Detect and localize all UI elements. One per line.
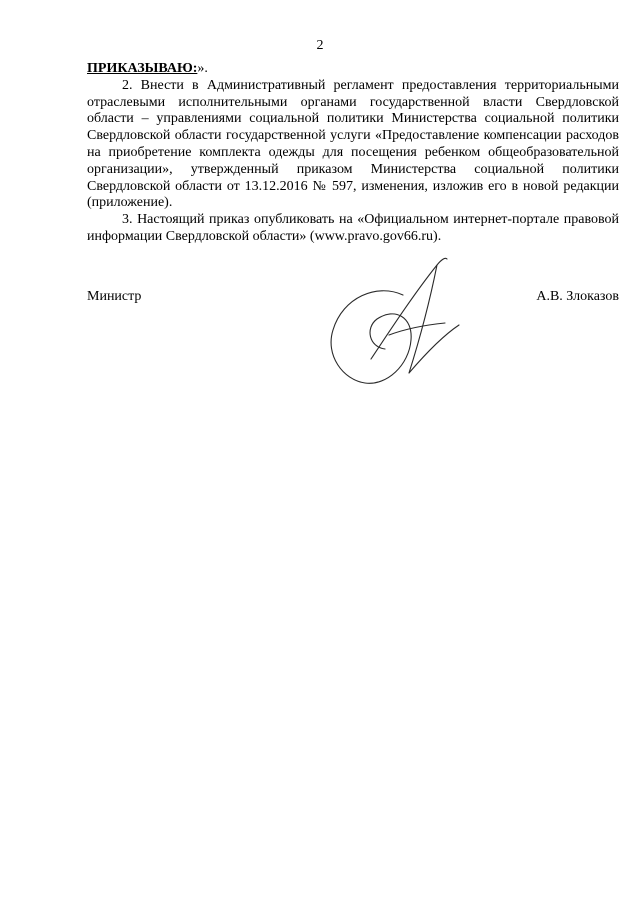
order-heading-suffix: ». [197, 61, 208, 76]
signer-name: А.В. Злоказов [536, 289, 619, 304]
order-item-3: 3. Настоящий приказ опубликовать на «Официальном интернет-портале правовой информации Свердловской области» (www.pravo.gov66.ru). [87, 212, 619, 244]
signature-cross [389, 323, 445, 335]
signer-title: Министр [87, 289, 142, 304]
signature-loop [331, 291, 411, 384]
order-body [87, 61, 619, 246]
order-heading-line [87, 61, 619, 78]
handwritten-signature [325, 255, 465, 390]
order-item-2: 2. Внести в Административный регламент предоставления территориальными отраслевыми исполнительными органами государственной власти Свердловской области – управлениями социальной политики Министерства социальной политики Свердловской области государственной услуги «Предоставление компенсации расходов на приобретение комплекта одежды для посещения ребенком общеобразовательной организации», утвержденный приказом Министерства социальной политики Свердловской области от 13.12.2016 № 597, изменения, изложив его в новой редакции (приложение). [87, 77, 619, 211]
order-heading: ПРИКАЗЫВАЮ: [87, 61, 198, 76]
page-number: 2 [316, 38, 324, 53]
